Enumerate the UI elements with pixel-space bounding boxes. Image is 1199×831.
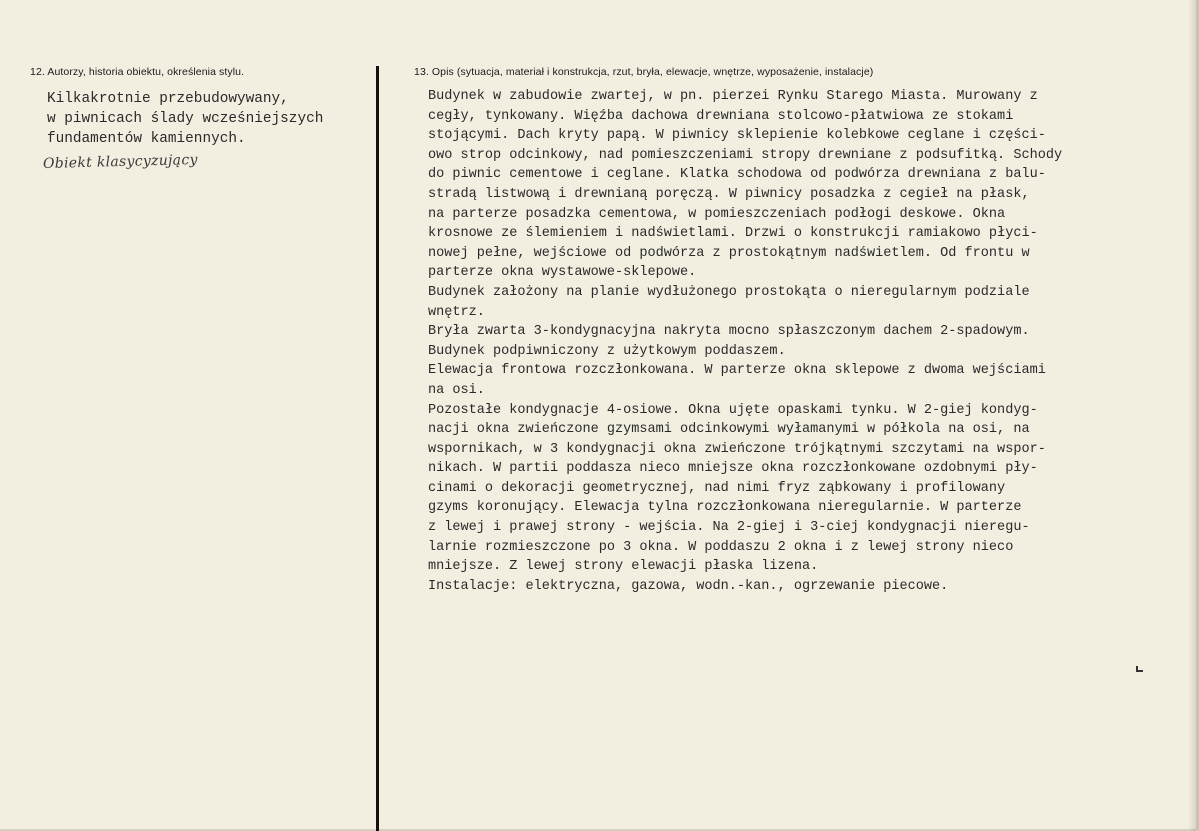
card-edge-shadow (1188, 0, 1196, 831)
corner-tick-mark (1136, 666, 1143, 672)
field-13-label: 13. Opis (sytuacja, materiał i konstrukcja, rzut, bryła, elewacje, wnętrze, wyposażenie, instalacje) (414, 66, 874, 78)
field-13-typed-text: Budynek w zabudowie zwartej, w pn. pierzei Rynku Starego Miasta. Murowany z cegły, tynkowany. Więźba dachowa drewniana stolcowo-płatwiowa ze stokami stojącymi. Dach kryty papą. W piwnicy sklepienie kolebkowe ceglane i części- owo strop odcinkowy, nad pomieszczeniami stropy drewniane z podsufitką. Schody do piwnic cementowe i ceglane. Klatka schodowa od podwórza drewniana z balu- stradą listwową i drewnianą poręczą. W piwnicy posadzka z cegieł na płask, na parterze posadzka cementowa, w pomieszczeniach podłogi deskowe. Okna krosnowe ze ślemieniem i nadświetlami. Drzwi o konstrukcji ramiakowo płyci- nowej pełne, wejściowe od podwórza z prostokątnym nadświetlem. Od frontu w parterze okna wystawowe-sklepowe. Budynek założony na planie wydłużonego prostokąta o nieregularnym podziale wnętrz. Bryła zwarta 3-kondygnacyjna nakryta mocno spłaszczonym dachem 2-spadowym. Budynek podpiwniczony z użytkowym poddaszem. Elewacja frontowa rozczłonkowana. W parterze okna sklepowe z dwoma wejściami na osi. Pozostałe kondygnacje 4-osiowe. Okna ujęte opaskami tynku. W 2-giej kondyg- nacji okna zwieńczone gzymsami odcinkowymi wyłamanymi w półkola na osi, na wspornikach, w 3 kondygnacji okna zwieńczone trójkątnymi szczytami na wspor- nikach. W partii poddasza nieco mniejsze okna rozczłonkowane ozdobnymi pły- cinami o dekoracji geometrycznej, nad nimi fryz ząbkowany i profilowany gzyms koronujący. Elewacja tylna rozczłonkowana nieregularnie. W parterze z lewej i prawej strony - wejścia. Na 2-giej i 3-ciej kondygnacji nieregu- larnie rozmieszczone po 3 okna. W poddaszu 2 okna i z lewej strony nieco mniejsze. Z lewej strony elewacji płaska lizena. Instalacje: elektryczna, gazowa, wodn.-kan., ogrzewanie piecowe. (428, 89, 1063, 594)
handwritten-note: Obiekt klasycyzujący (42, 151, 198, 172)
field-12-typed-text: Kilkakrotnie przebudowywany, w piwnicach ślady wcześniejszych fundamentów kamiennych. (47, 91, 324, 147)
field-12-label: 12. Autorzy, historia obiektu, określenia stylu. (30, 66, 245, 78)
column-divider (376, 66, 379, 831)
